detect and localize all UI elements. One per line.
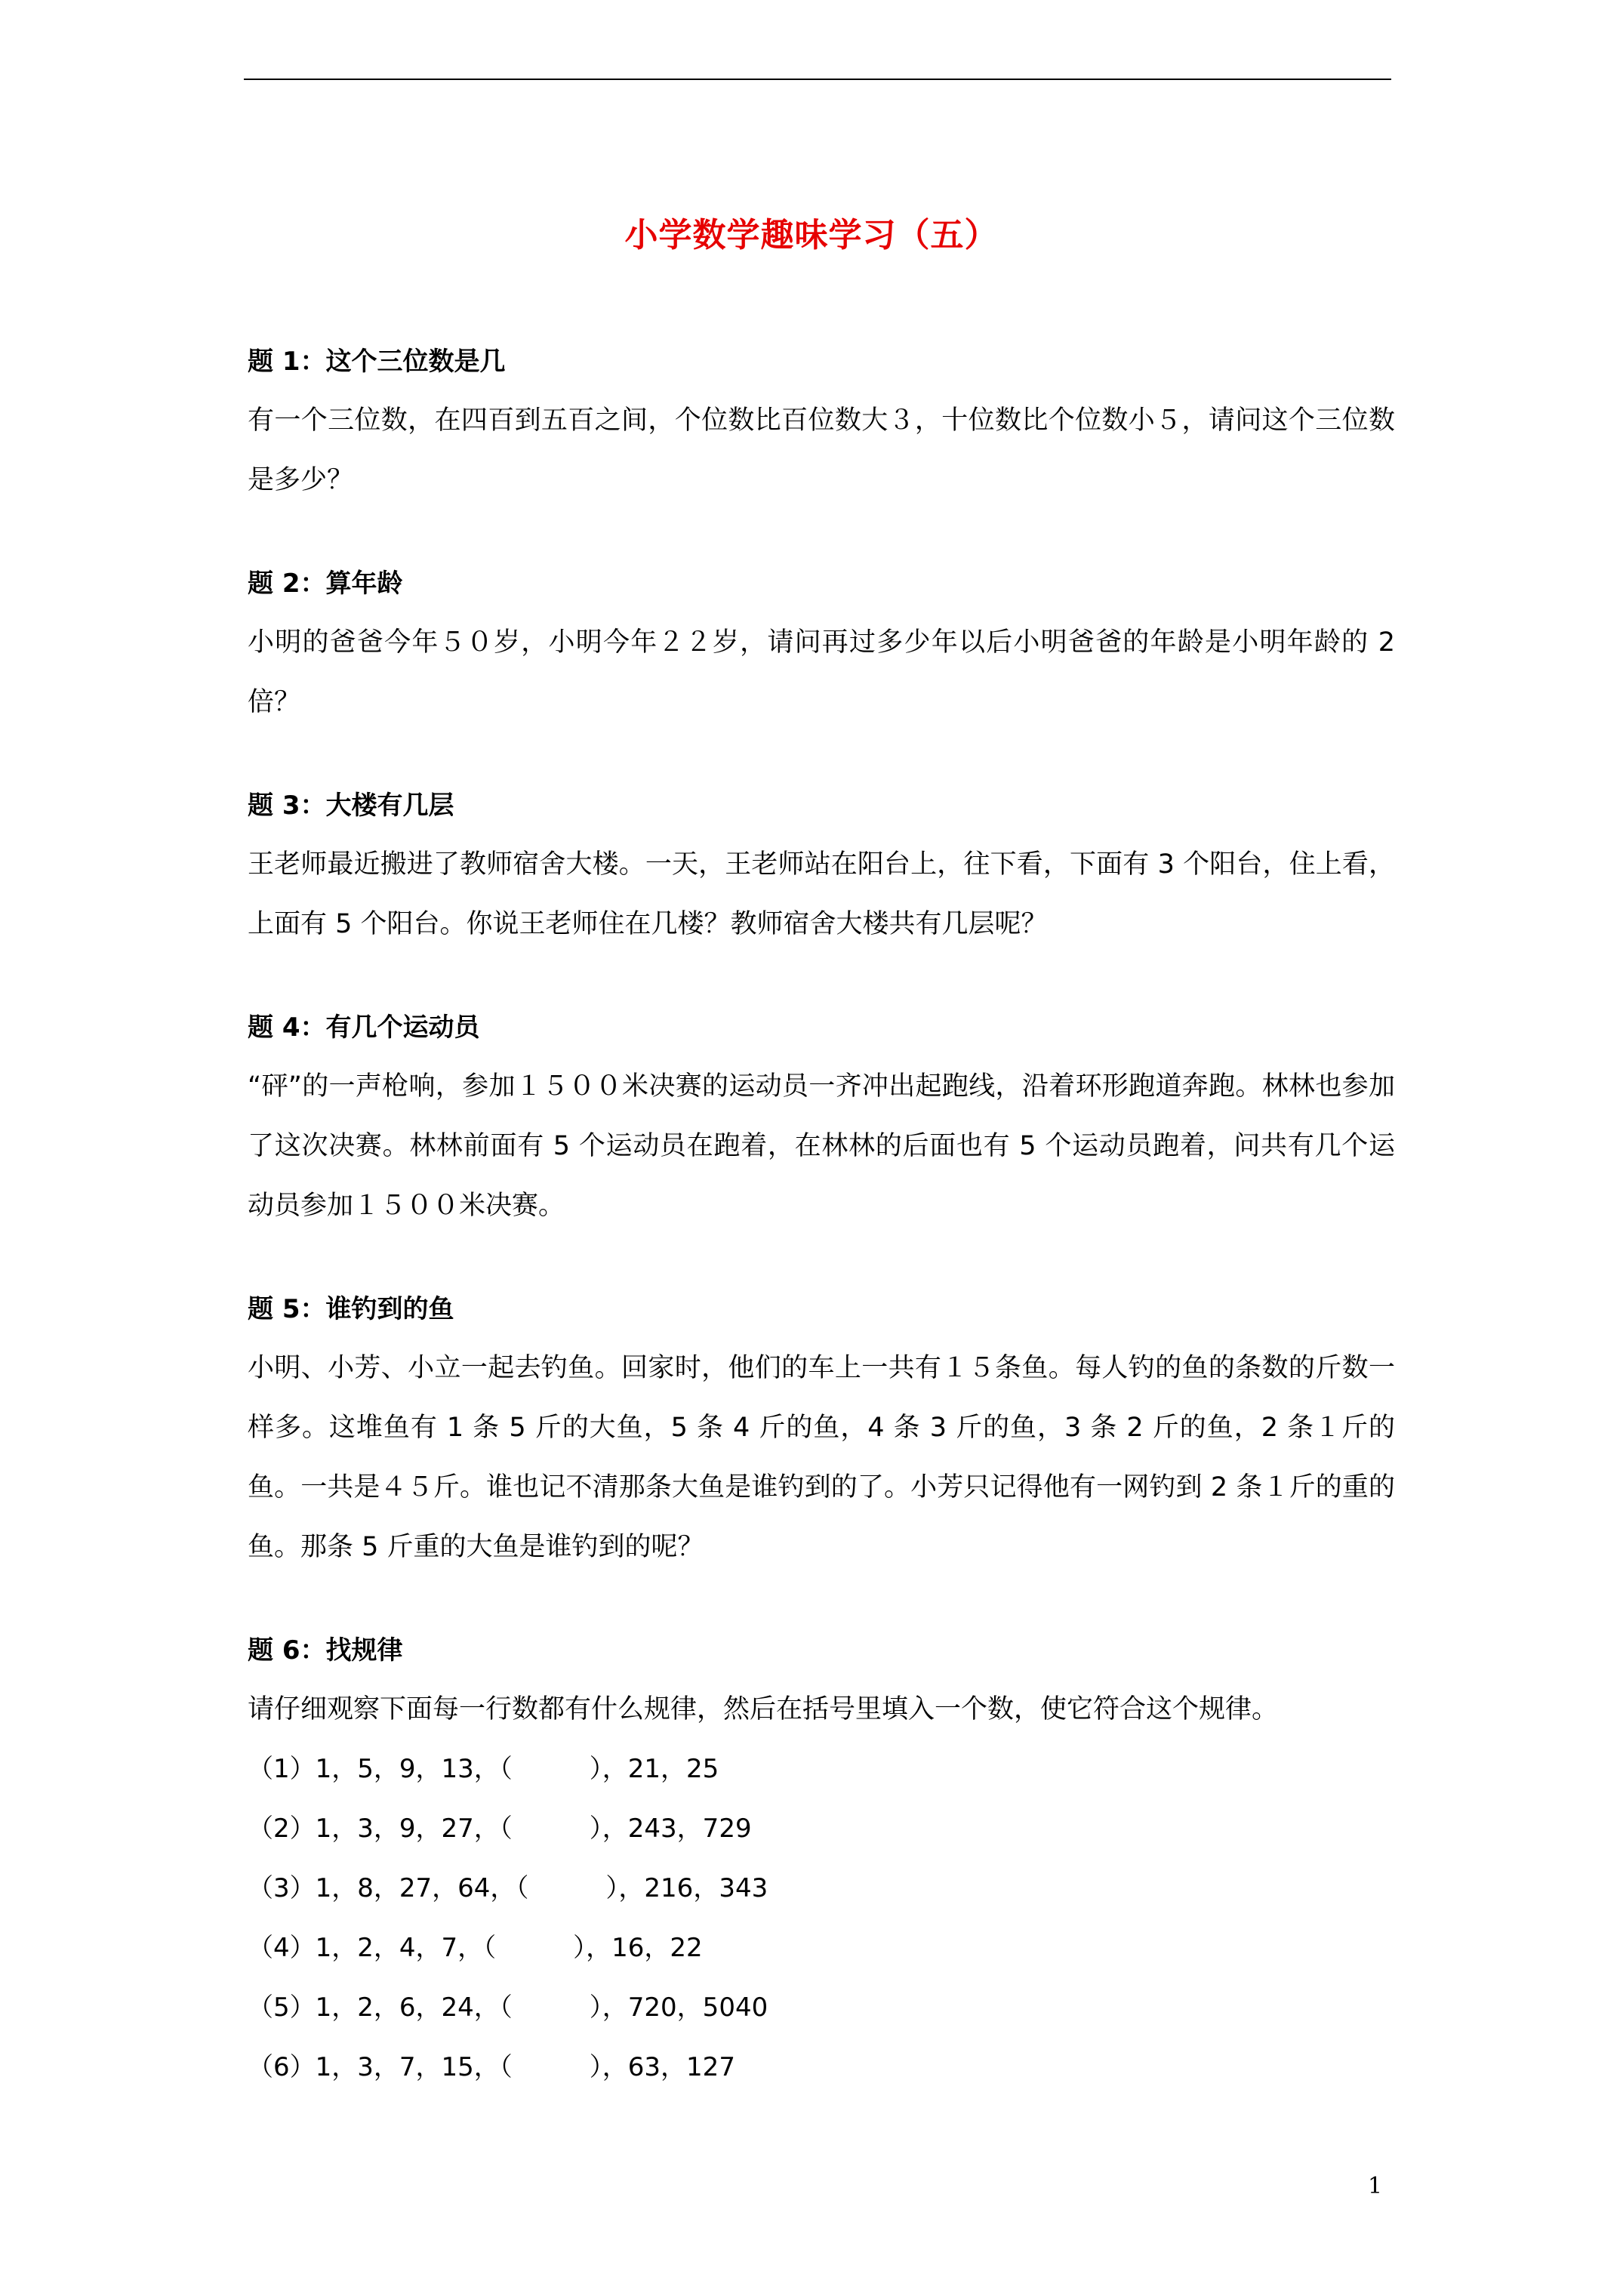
document-content bbox=[248, 332, 1395, 2141]
document-title: 小学数学趣味学习（五） bbox=[624, 216, 999, 254]
header-rule bbox=[244, 79, 1391, 80]
problem-body: 小明的爸爸今年５０岁，小明今年２２岁，请问再过多少年以后小明爸爸的年龄是小明年龄的 2 倍？ bbox=[248, 627, 1395, 717]
problem-heading: 题 6：找规律 bbox=[248, 1635, 403, 1666]
sequence-line: （3）1，8，27，64，（ ），216，343 bbox=[248, 1873, 768, 1903]
problem-heading: 题 2：算年龄 bbox=[248, 569, 403, 599]
problem-heading: 题 1：这个三位数是几 bbox=[248, 347, 506, 377]
problem-body: 小明、小芳、小立一起去钓鱼。回家时，他们的车上一共有１５条鱼。每人钓的鱼的条数的斤数一样多。这堆鱼有 1 条 5 斤的大鱼，5 条 4 斤的鱼，4 条 3 斤的鱼，3 条 2 斤的鱼，2 条１斤的鱼。一共是４５斤。谁也记不清那条大鱼是谁钓到的了。小芳只记得他有一网钓到 2 条１斤的重的鱼。那条 5 斤重的大鱼是谁钓到的呢？ bbox=[248, 1353, 1395, 1562]
sequence-line: （2）1，3，9，27，（ ），243，729 bbox=[248, 1814, 752, 1844]
sequence-line: （6）1，3，7，15，（ ），63，127 bbox=[248, 2052, 735, 2082]
problem-heading: 题 5：谁钓到的鱼 bbox=[248, 1294, 454, 1324]
problem-body: 请仔细观察下面每一行数都有什么规律，然后在括号里填入一个数，使它符合这个规律。 bbox=[248, 1694, 1279, 1724]
problem-body: 有一个三位数，在四百到五百之间，个位数比百位数大３，十位数比个位数小５，请问这个三位数是多少？ bbox=[248, 405, 1395, 495]
problem-1 bbox=[248, 332, 1395, 510]
problem-2 bbox=[248, 554, 1395, 732]
problem-heading: 题 3：大楼有几层 bbox=[248, 791, 454, 821]
problem-6 bbox=[248, 1621, 1395, 2097]
problem-body: “砰”的一声枪响，参加１５００米决赛的运动员一齐冲出起跑线，沿着环形跑道奔跑。林林也参加了这次决赛。林林前面有 5 个运动员在跑着，在林林的后面也有 5 个运动员跑着，问共有几个运动员参加１５００米决赛。 bbox=[248, 1071, 1395, 1221]
problem-heading: 题 4：有几个运动员 bbox=[248, 1012, 480, 1043]
sequence-line: （5）1，2，6，24，（ ），720，5040 bbox=[248, 1992, 768, 2023]
page-number: 1 bbox=[1368, 2173, 1383, 2199]
problem-body: 王老师最近搬进了教师宿舍大楼。一天，王老师站在阳台上，往下看，下面有 3 个阳台，住上看，上面有 5 个阳台。你说王老师住在几楼？教师宿舍大楼共有几层呢？ bbox=[248, 849, 1395, 939]
problem-4 bbox=[248, 998, 1395, 1236]
problem-3 bbox=[248, 776, 1395, 954]
sequence-line: （4）1，2，4，7，（ ），16，22 bbox=[248, 1933, 703, 1963]
problem-5 bbox=[248, 1280, 1395, 1577]
sequence-line: （1）1，5，9，13，（ ），21，25 bbox=[248, 1754, 719, 1784]
